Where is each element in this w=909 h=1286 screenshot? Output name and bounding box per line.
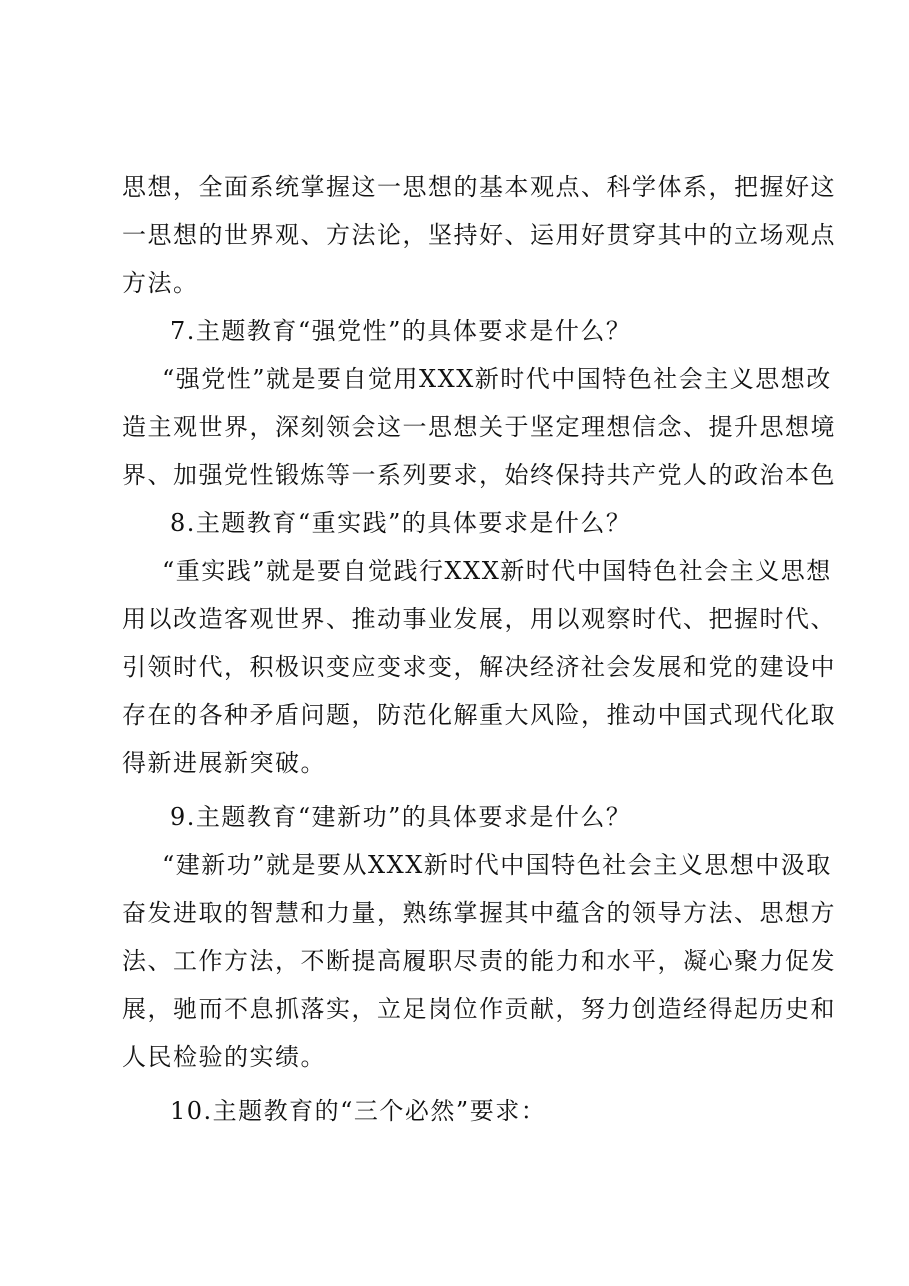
paragraph-line: “建新功”就是要从XXX新时代中国特色社会主义思想中汲取 <box>162 851 832 879</box>
paragraph-line: 造主观世界，深刻领会这一思想关于坚定理想信念、提升思想境 <box>122 413 836 441</box>
paragraph-line: 奋发进取的智慧和力量，熟练掌握其中蕴含的领导方法、思想方 <box>122 899 836 927</box>
question-heading-7: 7.主题教育“强党性”的具体要求是什么？ <box>170 317 632 345</box>
paragraph-line: “重实践”就是要自觉践行XXX新时代中国特色社会主义思想 <box>162 557 832 585</box>
paragraph-line: 用以改造客观世界、推动事业发展，用以观察时代、把握时代、 <box>122 605 836 633</box>
paragraph-line: 方法。 <box>122 269 199 297</box>
question-heading-10: 10.主题教育的“三个必然”要求： <box>170 1097 547 1125</box>
paragraph-line: 引领时代，积极识变应变求变，解决经济社会发展和党的建设中 <box>122 653 836 681</box>
paragraph-line: 界、加强党性锻炼等一系列要求，始终保持共产党人的政治本色 <box>122 461 836 489</box>
paragraph-line: 存在的各种矛盾问题，防范化解重大风险，推动中国式现代化取 <box>122 701 836 729</box>
paragraph-line: 得新进展新突破。 <box>122 749 326 777</box>
paragraph-line: 法、工作方法，不断提高履职尽责的能力和水平，凝心聚力促发 <box>122 947 836 975</box>
question-heading-8: 8.主题教育“重实践”的具体要求是什么？ <box>170 509 632 537</box>
paragraph-line: “强党性”就是要自觉用XXX新时代中国特色社会主义思想改 <box>162 365 832 393</box>
question-heading-9: 9.主题教育“建新功”的具体要求是什么？ <box>170 803 632 831</box>
paragraph-line: 展，驰而不息抓落实，立足岗位作贡献，努力创造经得起历史和 <box>122 995 836 1023</box>
paragraph-line: 思想，全面系统掌握这一思想的基本观点、科学体系，把握好这 <box>122 173 836 201</box>
document-body <box>122 163 836 1135</box>
paragraph-line: 一思想的世界观、方法论，坚持好、运用好贯穿其中的立场观点 <box>122 221 836 249</box>
paragraph-line: 人民检验的实绩。 <box>122 1043 326 1071</box>
